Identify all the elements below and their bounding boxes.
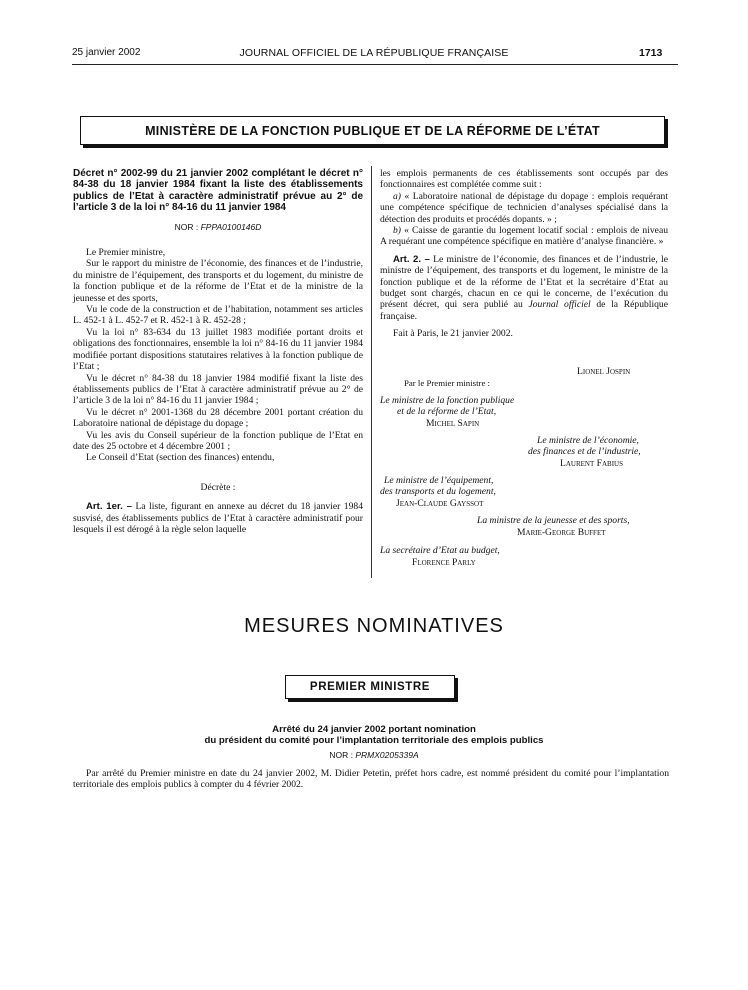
decree-nor-value: FPPA0100146D [200,221,262,232]
journal-title: JOURNAL OFFICIEL DE LA RÉPUBLIQUE FRANÇAISE [239,47,509,59]
arrete-title-line-2: du président du comité pour l’implantation territoriale des emplois publics [204,735,544,747]
signing-place-date: Fait à Paris, le 21 janvier 2002. [393,328,513,340]
item-a-label: a) [393,190,401,202]
decree-para: Le Premier ministre, [86,247,166,259]
signature-js-name: Marie-George Buffet [517,527,606,538]
signature-eq-name: Jean-Claude Gayssot [396,498,484,509]
arrete-nor [0,750,748,760]
item-b-label: b) [393,225,401,237]
item-b-text: « Caisse de garantie du logement locatif social : emplois de niveau A requérant une compétence spécifique en matière d’analyse financière. » [380,225,668,248]
decree-para: les emplois permanents de ces établissements sont occupés par des fonctionnaires est complétée comme suit : [380,168,668,191]
decree-para: Sur le rapport du ministre de l’économie, des finances et de l’industrie, du ministre de l’équipement, des transports et du logement, du ministre de la fonction publique et de la réforme de l’Etat et de la ministre de la jeunesse et des sports, [73,258,363,304]
header-rule [72,64,678,65]
signature-js-title: La ministre de la jeunesse et des sports, [477,515,630,526]
signature-fp-title-2: et de la réforme de l’Etat, [397,406,497,417]
arrete-title-line-1: Arrêté du 24 janvier 2002 portant nomination [272,724,476,735]
item-a-text: « Laboratoire national de dépistage du dopage : emplois requérant une compétence spécifique de technicien d’analyses spécialisé dans la détection des produits et procédés dopants. » ; [380,190,668,225]
signature-budget-title: La secrétaire d’Etat au budget, [380,545,500,556]
decree-para: Le Conseil d’Etat (section des finances) entendu, [86,452,275,464]
signature-pm-name: Lionel Jospin [577,366,631,377]
signature-fp-name: Michel Sapin [426,418,480,429]
article-2 [380,254,668,322]
column-divider [371,166,372,578]
decree-para: Vu la loi n° 83-634 du 13 juillet 1983 modifiée portant droits et obligations des fonctionnaires, ensemble la loi n° 84-16 du 11 janvier 1984 modifiée portant dispositions statutaires relatives à la fonction publique de l’Etat ; [73,326,363,373]
decree-para: Vu le code de la construction et de l’habitation, notamment ses articles L. 452-1 à L. 452-7 et R. 452-1 à R. 452-28 ; [73,304,363,327]
decree-right-column [380,168,668,340]
premier-ministre-box: PREMIER MINISTRE [285,675,455,699]
section-heading-mesures: MESURES NOMINATIVES [244,615,504,637]
issue-date: 25 janvier 2002 [72,47,141,58]
arrete-title [0,724,748,747]
article-2-label: Art. 2. – [393,253,430,265]
signature-fp-title-1: Le ministre de la fonction publique [380,395,515,406]
signature-budget-name: Florence Parly [412,557,476,568]
decree-para: Vu le décret n° 2001-1368 du 28 décembre 2001 portant création du Laboratoire national de dépistage du dopage ; [73,406,363,430]
article-1-label: Art. 1er. – [86,501,132,513]
signature-pm-by: Par le Premier ministre : [404,378,490,388]
article-2-text-end: de la République française. [380,299,668,322]
signature-eq-title-1: Le ministre de l’équipement, [384,475,494,486]
signature-eco-title-2: des finances et de l’industrie, [528,446,641,457]
journal-officiel-ref: Journal officiel [528,299,591,311]
arrete-nor-value: PRMX0205339A [355,750,419,760]
signature-eco-name: Laurent Fabius [560,458,623,469]
item-b [380,225,668,248]
decree-nor-label: NOR : [174,221,199,232]
signature-eco-title-1: Le ministre de l’économie, [537,435,639,446]
decree-left-column [73,168,363,535]
item-a [380,191,668,225]
page-number: 1713 [639,47,663,59]
article-2-text: Le ministre de l’économie, des finances et de l’industrie, le ministre de l’équipement, des transports et du logement, le ministre de la fonction publique et de la réforme de l’Etat et la secrétaire d’Etat au budget sont chargés, chacun en ce qui le concerne, de l’exécution du présent décret, qui sera publié au [380,253,668,311]
article-1 [73,501,363,535]
decrete-heading: Décrète : [200,481,236,493]
decree-para: Vu les avis du Conseil supérieur de la fonction publique de l’Etat en date des 25 octobre et 4 décembre 2001 ; [73,429,363,452]
article-1-text: La liste, figurant en annexe au décret du 18 janvier 1984 susvisé, des établissements publics de l’Etat à caractère administratif pour lesquels il est dérogé à la règle selon laquelle [73,501,363,535]
arrete-nor-label: NOR : [329,750,353,760]
decree-title: Décret n° 2002-99 du 21 janvier 2002 complétant le décret n° 84-38 du 18 janvier 1984 fixant la liste des établissements publics de l’Etat à caractère administratif prévue au 2° de l’article 3 de la loi n° 84-16 du 11 janvier 1984 [73,168,363,214]
decree-nor [73,222,363,233]
ministry-heading-box: MINISTÈRE DE LA FONCTION PUBLIQUE ET DE LA RÉFORME DE L’ÉTAT [80,116,665,145]
arrete-body: Par arrêté du Premier ministre en date du 24 janvier 2002, M. Didier Petetin, préfet hors cadre, est nommé président du comité pour l’implantation territoriale des emplois publics à compter du 4 février 2002. [73,768,669,791]
decree-para: Vu le décret n° 84-38 du 18 janvier 1984 modifié fixant la liste des établissements publics de l’Etat à caractère administratif prévue au 2° de l’article 3 de la loi n° 84-16 du 11 janvier 1984 ; [73,372,363,407]
signature-eq-title-2: des transports et du logement, [380,486,496,497]
